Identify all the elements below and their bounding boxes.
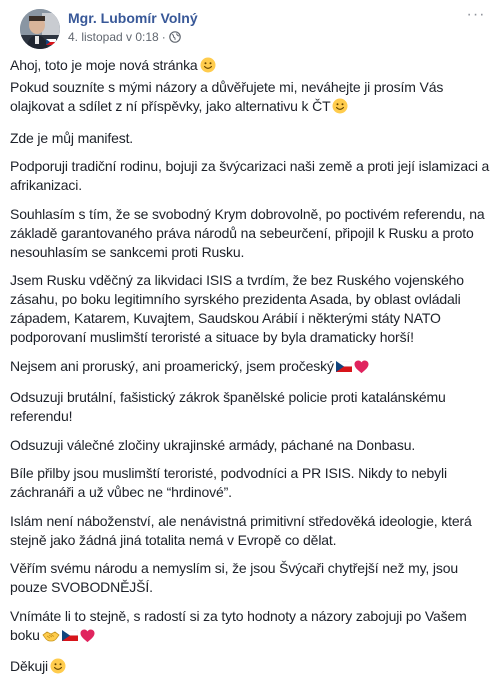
post-body (10, 56, 494, 689)
czech-flag-icon (336, 358, 352, 369)
paragraph-manifest: Zde je můj manifest. (10, 129, 134, 146)
paragraph-isis: Jsem Rusku vděčný za likvidaci ISIS a tvrdím, že bez Ruského vojenského zásahu, po boku legitimního syrského prezidenta Asada, by oblast ovládali západem, Katarem, Kuvajtem, Saudskou Arábií i některými státy NATO podporovaní muslimští teroristé a situace by byla dramaticky horší! (10, 272, 464, 345)
paragraph-together (10, 607, 494, 648)
paragraph-text: Pokud souzníte s mými názory a důvěřujete mi, neváhejte ji prosím Vás olajkovat a sdílet z ní příspěvky, jako alternativu k ČT (10, 79, 444, 114)
author-avatar[interactable] (20, 9, 60, 49)
paragraph-text: Nejsem ani proruský, ani proamerický, jsem pročeský (10, 357, 334, 374)
smiling-face-icon (332, 98, 348, 119)
smiling-face-icon (200, 57, 216, 78)
paragraph-catalonia: Odsuzuji brutální, fašistický zákrok španělské policie proti katalánskému referendu! (10, 389, 446, 424)
paragraph-nation: Věřím svému národu a nemyslím si, že jsou Švýcaři chytřejší než my, jsou pouze SVOBODNĚJŠÍ. (10, 560, 458, 595)
paragraph-procesky (10, 357, 494, 379)
handshake-icon (42, 629, 60, 648)
paragraph-text: Ahoj, toto je moje nová stránka (10, 57, 198, 73)
globe-icon[interactable] (169, 31, 181, 43)
post-meta (68, 30, 181, 44)
more-options-button[interactable]: ··· (466, 6, 486, 23)
paragraph-text: Děkuji (10, 658, 49, 674)
red-heart-icon (80, 629, 95, 648)
paragraph-greeting (10, 56, 494, 119)
paragraph-text: Vnímáte li to stejně, s radostí si za tyto hodnoty a názory zabojuji po Vašem boku (10, 607, 467, 643)
smiling-face-icon (50, 658, 66, 679)
paragraph-white-helmets: Bíle přilby jsou muslimští teroristé, podvodníci a PR ISIS. Nikdy to nebyli záchranáři a už vůbec ne “hrdinové”. (10, 465, 447, 500)
paragraph-thanks (10, 657, 494, 679)
meta-separator: · (161, 30, 166, 44)
paragraph-donbas: Odsuzuji válečné zločiny ukrajinské armády, páchané na Donbasu. (10, 436, 416, 453)
post-timestamp-link[interactable]: 4. listopad v 0:18 (68, 30, 159, 44)
author-name-link[interactable]: Mgr. Lubomír Volný (68, 10, 198, 26)
czech-flag-icon (62, 627, 78, 638)
red-heart-icon (354, 360, 369, 379)
paragraph-family: Podporuji tradiční rodinu, bojuji za švýcarizaci naši země a proti její islamizaci a afrikanizaci. (10, 158, 490, 193)
post-header (10, 0, 498, 52)
paragraph-crimea: Souhlasím s tím, že se svobodný Krym dobrovolně, po poctivém referendu, na základě garantovaného práva národů na sebeurčení, připojil k Rusku a proto nesouhlasím se sankcemi proti Rusku. (10, 205, 485, 260)
paragraph-islam: Islám není náboženství, ale nenávistná primitivní středověká ideologie, která stejně jako žádná jiná totalita nemá v Evropě co dělat. (10, 512, 472, 548)
